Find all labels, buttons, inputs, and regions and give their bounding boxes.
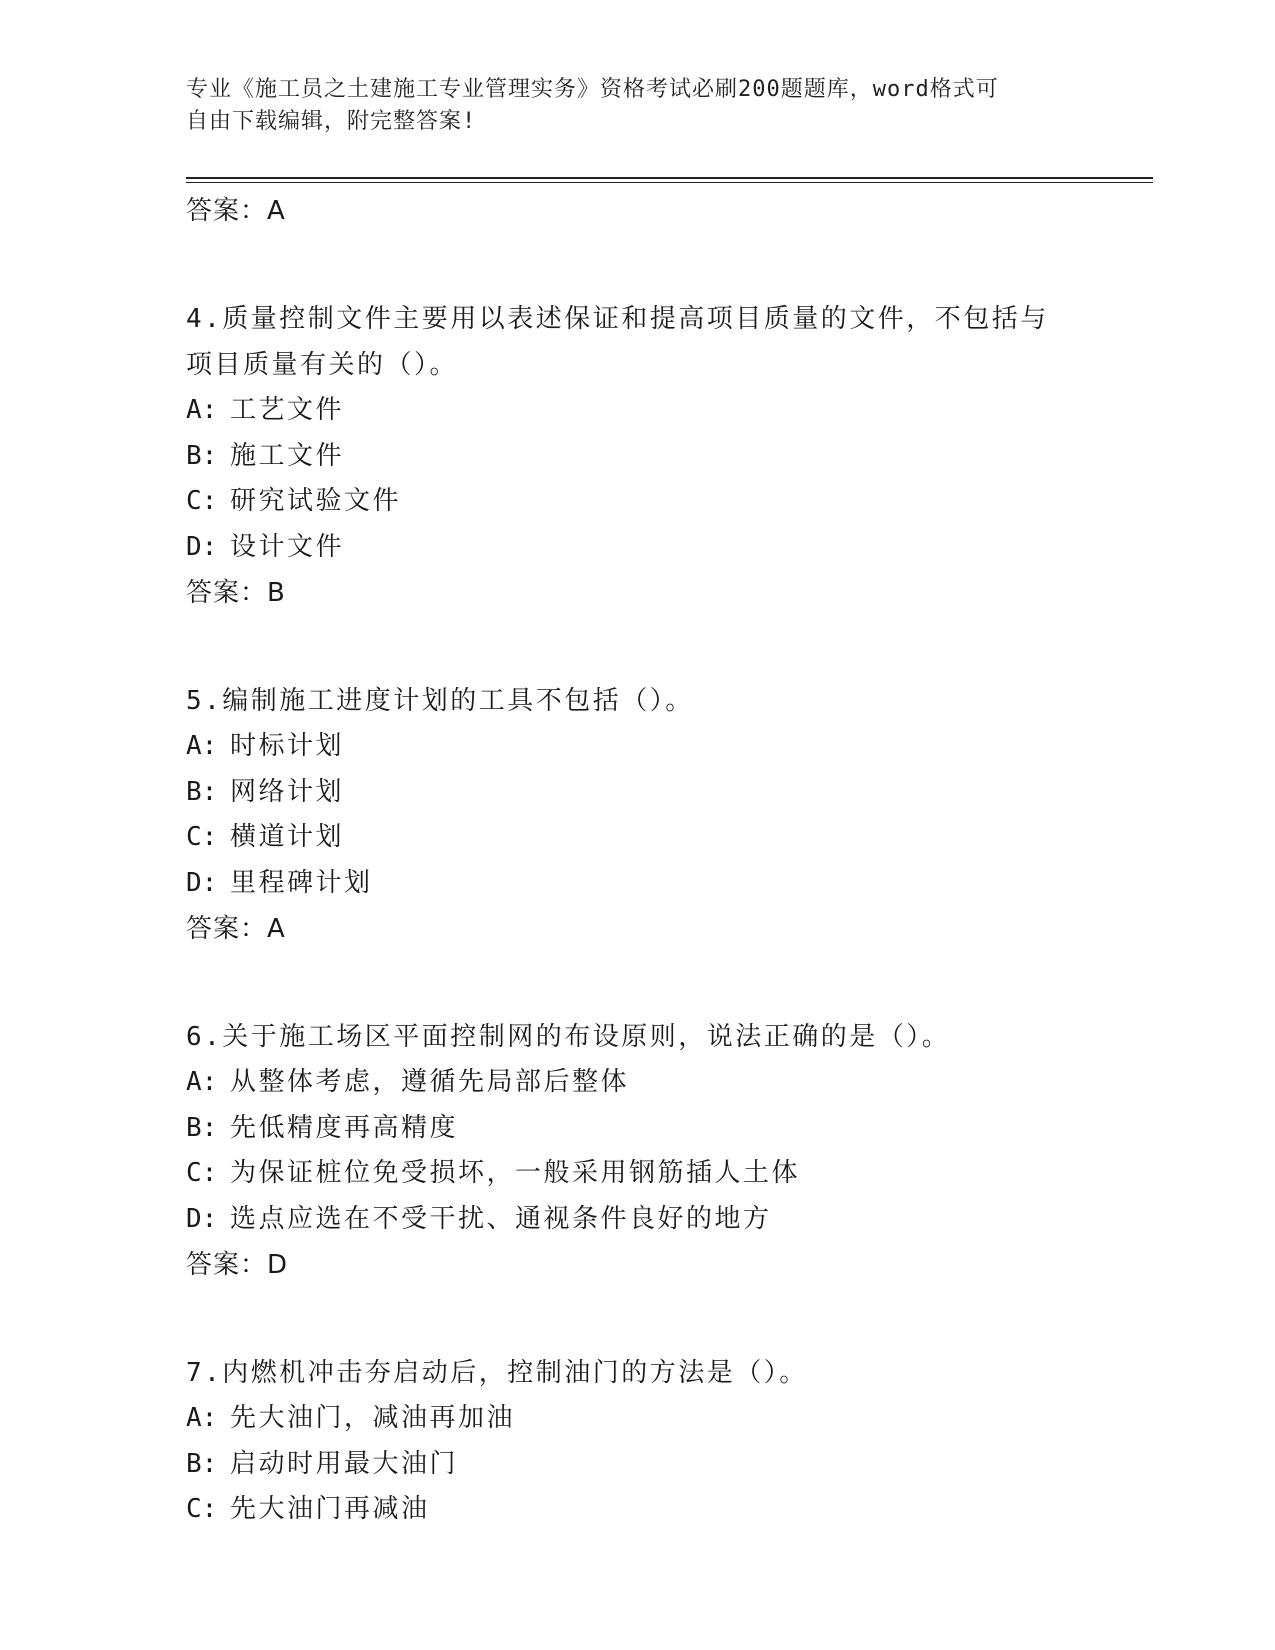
header-line-1: 专业《施工员之土建施工专业管理实务》资格考试必刷200题题库，word格式可 [186,77,999,102]
option-label: C: [186,822,218,852]
option-d [186,1197,1153,1243]
option-label: B: [186,776,218,807]
option-label: A: [186,395,218,425]
page-header [186,74,1086,138]
option-text: 设计文件 [230,531,345,562]
option-c [186,479,1153,525]
option-label: C: [186,486,218,516]
answer-line: 答案：D [186,1250,289,1280]
option-label: A: [186,731,218,761]
question-stem: 6.关于施工场区平面控制网的布设原则，说法正确的是（）。 [186,1022,951,1052]
option-text: 网络计划 [230,776,345,807]
question-stem: 5.编制施工进度计划的工具不包括（）。 [186,686,694,716]
option-a [186,724,1153,770]
option-a [186,1396,1153,1442]
option-label: D: [186,1203,218,1234]
option-text: 先低精度再高精度 [230,1112,459,1143]
option-c [186,1151,1153,1197]
header-rule-thin [186,182,1153,183]
option-text: 工艺文件 [230,395,345,425]
option-label: A: [186,1067,218,1097]
option-label: B: [186,1448,218,1479]
question-stem: 4.质量控制文件主要用以表述保证和提高项目质量的文件，不包括与项目质量有关的（）。 [186,304,1049,380]
answer-line: 答案：B [186,578,286,608]
option-text: 为保证桩位免受损坏，一般采用钢筋插人土体 [230,1158,801,1188]
previous-answer: 答案：A [186,196,286,226]
option-text: 里程碑计划 [230,867,373,898]
header-rule-thick [186,177,1153,179]
option-d [186,525,1153,571]
answer-line: 答案：A [186,914,286,944]
option-label: C: [186,1158,218,1188]
option-b [186,770,1153,816]
option-c [186,815,1153,861]
option-a [186,1060,1153,1106]
option-text: 启动时用最大油门 [230,1448,459,1479]
option-text: 从整体考虑，遵循先局部后整体 [230,1067,630,1097]
option-text: 施工文件 [230,440,345,471]
option-b [186,1106,1153,1152]
option-text: 横道计划 [230,822,345,852]
option-c [186,1487,1153,1533]
question-block [186,1350,1153,1533]
option-text: 选点应选在不受干扰、通视条件良好的地方 [230,1203,772,1234]
option-label: B: [186,440,218,471]
option-d [186,861,1153,907]
option-label: D: [186,867,218,898]
option-b [186,434,1153,480]
option-label: A: [186,1403,218,1433]
option-text: 时标计划 [230,731,345,761]
question-block [186,1014,1153,1288]
option-b [186,1442,1153,1488]
question-block [186,296,1153,616]
option-label: C: [186,1494,218,1524]
question-list [186,188,1153,1533]
option-text: 先大油门，减油再加油 [230,1403,516,1433]
option-a [186,388,1153,434]
option-text: 研究试验文件 [230,486,402,516]
header-line-2: 自由下载编辑，附完整答案! [186,109,477,134]
option-label: D: [186,531,218,562]
option-text: 先大油门再减油 [230,1494,430,1524]
option-label: B: [186,1112,218,1143]
question-block [186,678,1153,952]
question-stem: 7.内燃机冲击夯启动后，控制油门的方法是（）。 [186,1358,808,1388]
